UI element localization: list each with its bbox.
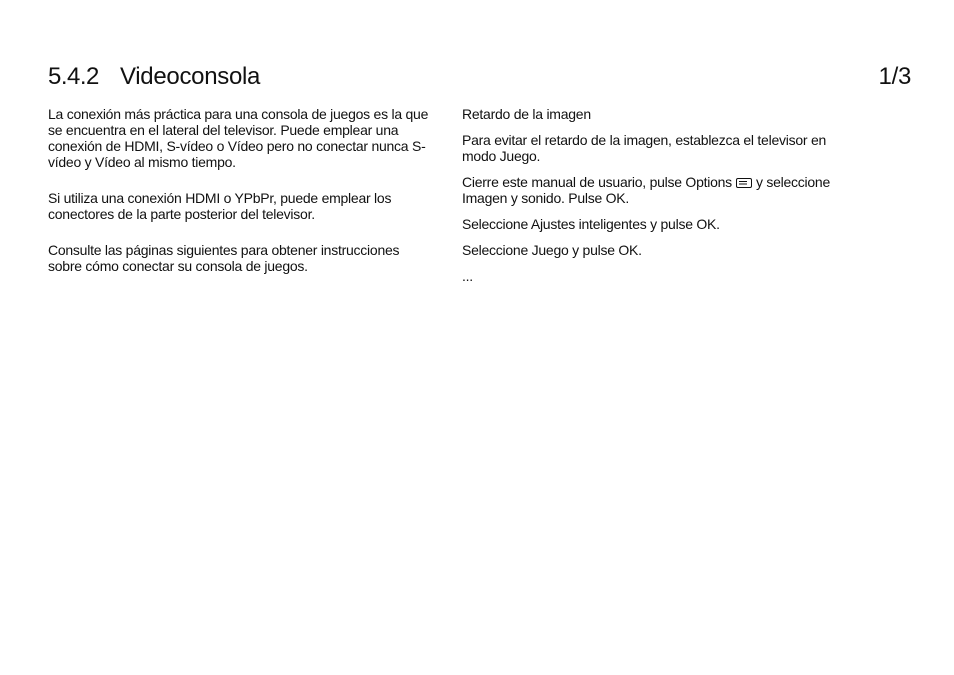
right-column [462, 106, 842, 294]
hdmi-paragraph: Si utiliza una conexión HDMI o YPbPr, puede emplear los conectores de la parte posterior del televisor. [48, 190, 392, 222]
step-2-text-before: Cierre este manual de usuario, pulse Options [462, 174, 732, 190]
step-paragraph-3: Seleccione Ajustes inteligentes y pulse OK. [462, 216, 720, 232]
page-header [48, 60, 911, 94]
step-paragraph-2 [462, 174, 842, 206]
page-counter: 1/3 [878, 63, 911, 90]
instructions-paragraph: Consulte las páginas siguientes para obtener instrucciones sobre cómo conectar su consola de juegos. [48, 242, 400, 274]
step-paragraph-4: Seleccione Juego y pulse OK. [462, 242, 642, 258]
intro-paragraph: La conexión más práctica para una consola de juegos es la que se encuentra en el lateral del televisor. Puede emplear una conexión de HDMI, S-vídeo o Vídeo pero no conectar nunca S-vídeo y Vídeo al mismo tiempo. [48, 106, 429, 170]
continuation-ellipsis: ... [462, 268, 473, 284]
subheading: Retardo de la imagen [462, 106, 591, 122]
section-number: 5.4.2 [48, 63, 99, 90]
step-paragraph-1: Para evitar el retardo de la imagen, establezca el televisor en modo Juego. [462, 132, 827, 164]
options-icon [736, 178, 752, 188]
step-2-text-after: y seleccione Imagen y sonido. Pulse OK. [462, 174, 830, 206]
left-column [48, 106, 433, 294]
page-title: Videoconsola [120, 63, 261, 90]
